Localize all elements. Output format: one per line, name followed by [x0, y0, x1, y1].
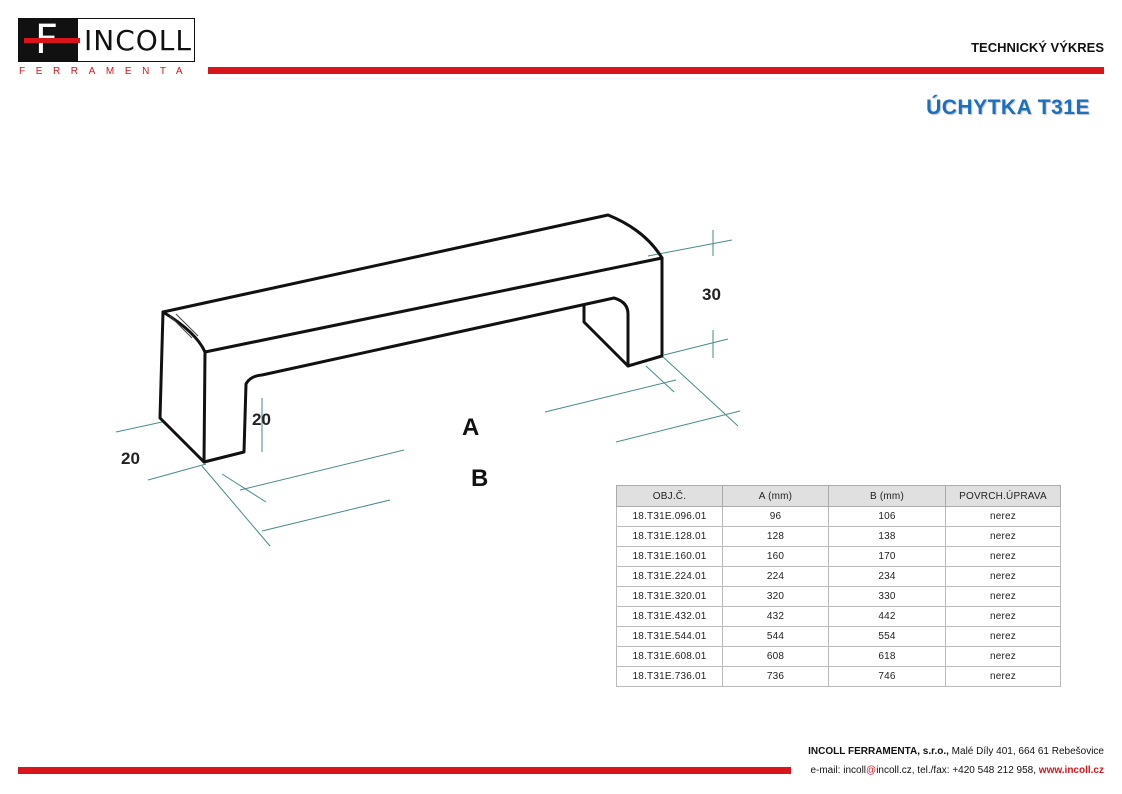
- cell-b: 234: [829, 567, 946, 587]
- header-divider: [208, 67, 1104, 74]
- cell-b: 138: [829, 527, 946, 547]
- dim-inner-label: 20: [252, 410, 271, 429]
- footer-address-text: Malé Díly 401, 664 61 Rebešovice: [948, 746, 1104, 757]
- handle-left-front: [204, 352, 205, 462]
- dim-width-label: 20: [121, 449, 140, 468]
- cell-finish: nerez: [946, 667, 1061, 687]
- cell-a: 160: [723, 547, 829, 567]
- header-obj: OBJ.Č.: [617, 486, 723, 507]
- dim-height-label: 30: [702, 285, 721, 304]
- cell-finish: nerez: [946, 547, 1061, 567]
- table-row: [617, 547, 1061, 567]
- footer-divider: [18, 767, 791, 774]
- header-finish: POVRCH.ÚPRAVA: [946, 486, 1061, 507]
- cell-b: 170: [829, 547, 946, 567]
- table-row: [617, 607, 1061, 627]
- cell-a: 544: [723, 627, 829, 647]
- table-row: [617, 667, 1061, 687]
- dim-line-b-right: [616, 411, 740, 442]
- cell-finish: nerez: [946, 567, 1061, 587]
- cell-code: 18.T31E.544.01: [617, 627, 723, 647]
- cell-code: 18.T31E.432.01: [617, 607, 723, 627]
- header-b: B (mm): [829, 486, 946, 507]
- cell-b: 554: [829, 627, 946, 647]
- cell-a: 432: [723, 607, 829, 627]
- cell-finish: nerez: [946, 627, 1061, 647]
- dim-line-a-left: [240, 450, 404, 490]
- cell-a: 224: [723, 567, 829, 587]
- footer-address: [808, 746, 1104, 757]
- dim-b-label: B: [471, 465, 489, 492]
- cell-finish: nerez: [946, 507, 1061, 527]
- header-a: A (mm): [723, 486, 829, 507]
- dim-line-height-bottom: [664, 339, 728, 355]
- cell-code: 18.T31E.128.01: [617, 527, 723, 547]
- cell-b: 618: [829, 647, 946, 667]
- table-row: [617, 567, 1061, 587]
- cell-a: 736: [723, 667, 829, 687]
- cell-finish: nerez: [946, 527, 1061, 547]
- cell-code: 18.T31E.224.01: [617, 567, 723, 587]
- table-header-row: [617, 486, 1061, 507]
- cell-b: 106: [829, 507, 946, 527]
- dim-line-width-left-1: [116, 422, 162, 432]
- company-logo: [18, 18, 195, 62]
- handle-left-leg: [160, 258, 662, 462]
- table-row: [617, 527, 1061, 547]
- cell-code: 18.T31E.608.01: [617, 647, 723, 667]
- cell-finish: nerez: [946, 647, 1061, 667]
- table-row: [617, 647, 1061, 667]
- logo-name-box: [78, 18, 195, 62]
- cell-code: 18.T31E.320.01: [617, 587, 723, 607]
- footer-website-link[interactable]: www.incoll.cz: [1038, 765, 1104, 776]
- product-title: ÚCHYTKA T31E: [926, 96, 1090, 119]
- cell-finish: nerez: [946, 607, 1061, 627]
- cell-code: 18.T31E.096.01: [617, 507, 723, 527]
- dim-line-b-diag: [202, 466, 270, 546]
- table-row: [617, 507, 1061, 527]
- dim-line-depth: [646, 366, 674, 392]
- document-type: TECHNICKÝ VÝKRES: [971, 40, 1104, 55]
- logo-mark: [18, 18, 78, 62]
- handle-right-inner: [584, 306, 628, 366]
- cell-b: 746: [829, 667, 946, 687]
- footer-email-prefix: e-mail: incoll: [810, 765, 867, 776]
- dim-line-a-right: [545, 380, 676, 412]
- cell-a: 128: [723, 527, 829, 547]
- cell-b: 442: [829, 607, 946, 627]
- footer-email-at: @: [866, 765, 877, 776]
- cell-code: 18.T31E.160.01: [617, 547, 723, 567]
- logo-red-bar: [24, 38, 80, 43]
- spec-table: [616, 485, 1061, 687]
- footer-contact: [810, 765, 1104, 776]
- footer-email-suffix: incoll.cz, tel./fax: +420 548 212 958,: [876, 765, 1039, 776]
- cell-a: 320: [723, 587, 829, 607]
- dim-a-label: A: [462, 414, 480, 441]
- dim-line-b-left: [262, 500, 390, 531]
- table-row: [617, 587, 1061, 607]
- table-row: [617, 627, 1061, 647]
- cell-code: 18.T31E.736.01: [617, 667, 723, 687]
- footer-company: INCOLL FERRAMENTA, s.r.o.,: [808, 746, 949, 757]
- cell-a: 608: [723, 647, 829, 667]
- logo-subtitle: FERRAMENTA: [19, 66, 194, 77]
- cell-a: 96: [723, 507, 829, 527]
- dim-line-width-left-2: [148, 464, 206, 480]
- cell-finish: nerez: [946, 587, 1061, 607]
- handle-top-edge: [163, 215, 662, 312]
- cell-b: 330: [829, 587, 946, 607]
- logo-name: INCOLL: [84, 23, 192, 57]
